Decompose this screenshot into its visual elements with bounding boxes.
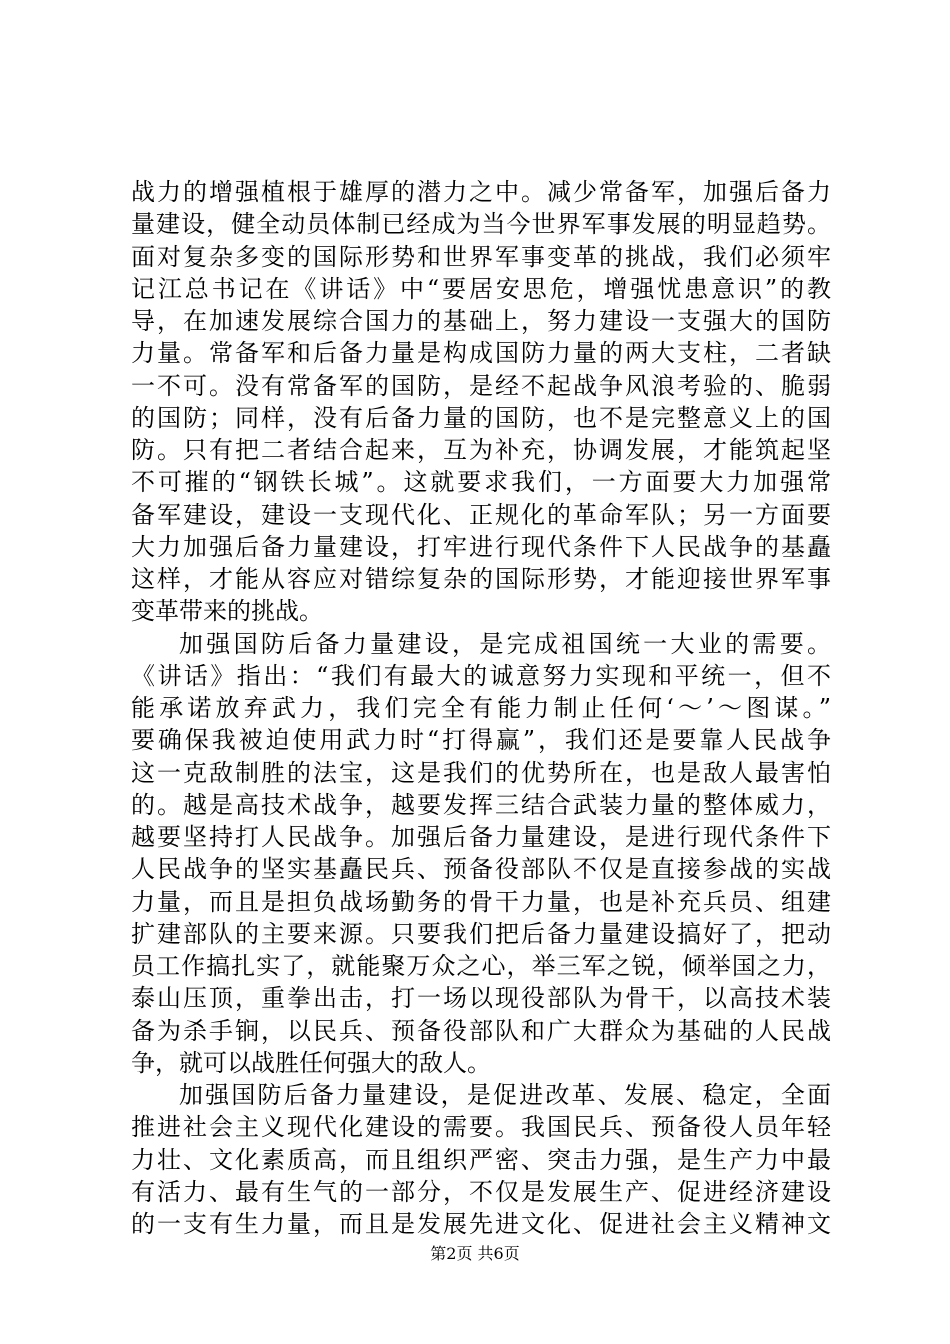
text-line: 《讲话》指出：“我们有最大的诚意努力实现和平统一，但不	[131, 661, 831, 690]
text-line: 越要坚持打人民战争。加强后备力量建设，是进行现代条件下	[131, 823, 831, 851]
text-line: 要确保我被迫使用武力时“打得赢”，我们还是要靠人民战争	[131, 726, 831, 755]
text-line: 一不可。没有常备军的国防，是经不起战争风浪考验的、脆弱	[131, 371, 831, 400]
text-line: 量建设，健全动员体制已经成为当今世界军事发展的明显趋势。	[131, 210, 831, 239]
text-line: 备军建设，建设一支现代化、正规化的革命军队；另一方面要	[131, 500, 831, 529]
body-text	[131, 176, 831, 1240]
text-line: 力量。常备军和后备力量是构成国防力量的两大支柱，二者缺	[131, 339, 831, 368]
text-line: 的国防；同样，没有后备力量的国防，也不是完整意义上的国	[131, 403, 831, 432]
text-line: 能承诺放弃武力，我们完全有能力制止任何‘～’～图谋。”	[131, 694, 831, 722]
text-line: 力壮、文化素质高，而且组织严密、突击力强，是生产力中最	[131, 1145, 831, 1174]
text-line: 有活力、最有生气的一部分，不仅是发展生产、促进经济建设	[131, 1177, 831, 1206]
text-line: 推进社会主义现代化建设的需要。我国民兵、预备役人员年轻	[131, 1113, 831, 1142]
text-line: 导，在加速发展综合国力的基础上，努力建设一支强大的国防	[131, 307, 831, 335]
text-line: 这样，才能从容应对错综复杂的国际形势，才能迎接世界军事	[131, 565, 831, 593]
text-line: 加强国防后备力量建设，是促进改革、发展、稳定，全面	[179, 1081, 831, 1109]
text-line: 的一支有生力量，而且是发展先进文化、促进社会主义精神文	[131, 1210, 831, 1238]
text-line: 变革带来的挑战。	[131, 597, 323, 626]
text-line: 力量，而且是担负战场勤务的骨干力量，也是补充兵员、组建	[131, 887, 831, 916]
text-line: 备为杀手锏，以民兵、预备役部队和广大群众为基础的人民战	[131, 1016, 831, 1045]
text-line: 这一克敌制胜的法宝，这是我们的优势所在，也是敌人最害怕	[131, 758, 831, 787]
text-line: 大力加强后备力量建设，打牢进行现代条件下人民战争的基矗	[131, 532, 831, 561]
text-line: 防。只有把二者结合起来，互为补充，协调发展，才能筑起坚	[131, 436, 831, 464]
text-line: 泰山压顶，重拳出击，打一场以现役部队为骨干，以高技术装	[131, 984, 831, 1013]
page-number-footer: 第2页 共6页	[430, 1244, 520, 1263]
text-line: 加强国防后备力量建设，是完成祖国统一大业的需要。	[179, 629, 831, 658]
text-line: 记江总书记在《讲话》中“要居安思危，增强忧患意识”的教	[131, 274, 831, 303]
text-line: 扩建部队的主要来源。只要我们把后备力量建设搞好了，把动	[131, 919, 831, 948]
text-line: 不可摧的“钢铁长城”。这就要求我们，一方面要大力加强常	[131, 468, 831, 497]
text-line: 争，就可以战胜任何强大的敌人。	[131, 1048, 491, 1077]
text-line: 面对复杂多变的国际形势和世界军事变革的挑战，我们必须牢	[131, 242, 831, 271]
text-line: 人民战争的坚实基矗民兵、预备役部队不仅是直接参战的实战	[131, 855, 831, 884]
text-line: 员工作搞扎实了，就能聚万众之心，举三军之锐，倾举国之力，	[131, 952, 831, 980]
text-line: 战力的增强植根于雄厚的潜力之中。减少常备军，加强后备力	[131, 178, 831, 206]
text-line: 的。越是高技术战争，越要发挥三结合武装力量的整体威力，	[131, 790, 831, 819]
